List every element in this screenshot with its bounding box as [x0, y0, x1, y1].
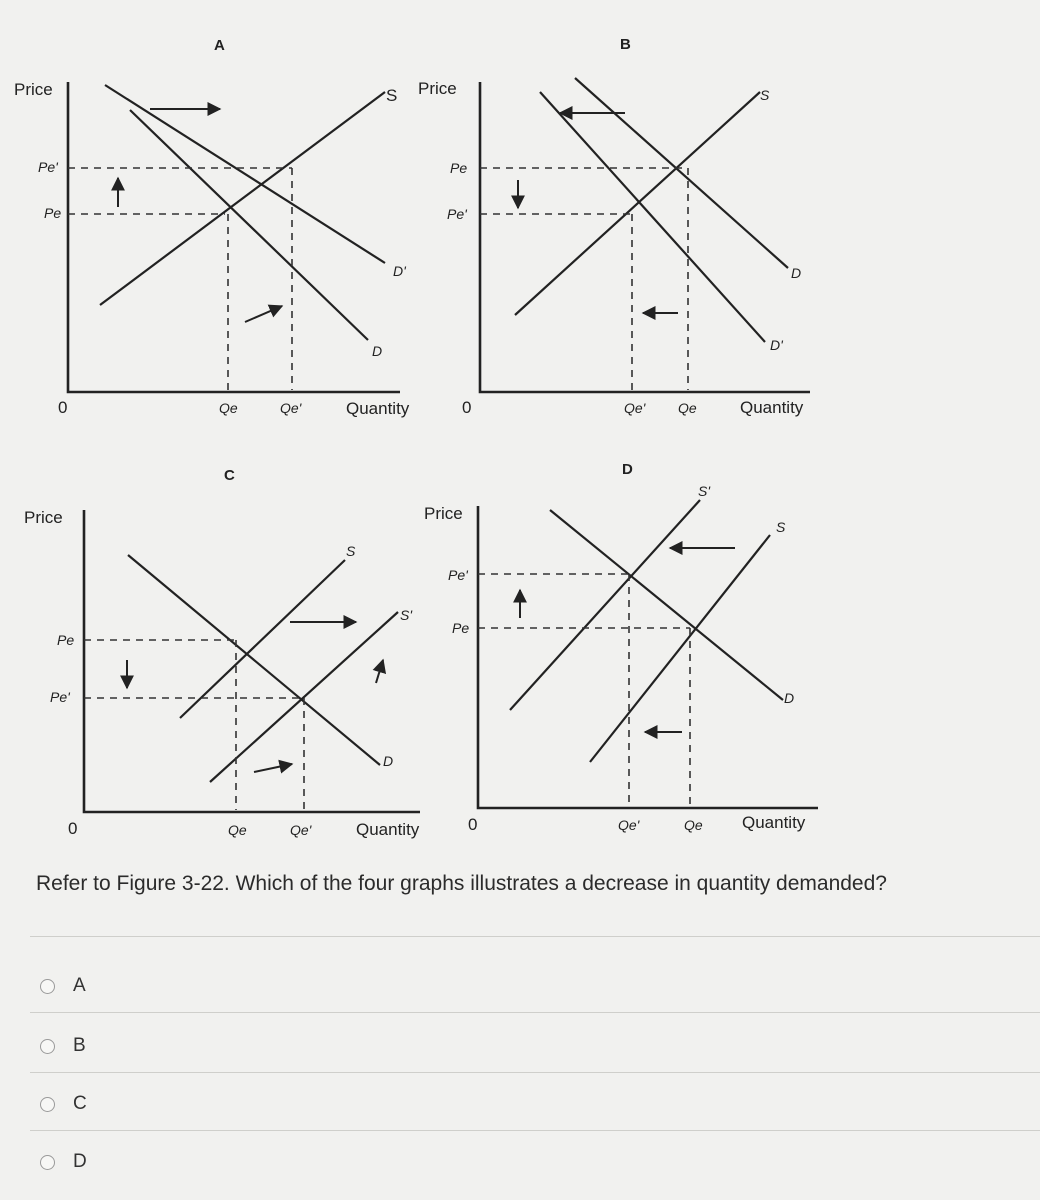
graph-c-quantity-label-1: Qe [228, 822, 247, 838]
graph-c-y-axis-label: Price [24, 508, 63, 527]
graph-a-quantity-label-1: Qe [219, 400, 238, 416]
graph-c-curve-label-d: D [383, 753, 394, 769]
graph-c-axes [84, 510, 420, 812]
graph-c-x-axis-label: Quantity [356, 820, 420, 839]
graph-a-price-label-1: Pe' [38, 159, 58, 175]
graph-b-supply-curve [515, 92, 760, 315]
graph-a [14, 37, 410, 418]
graph-d-price-label-1: Pe' [448, 567, 468, 583]
graph-a-curve-label-d-prime: D' [393, 263, 406, 279]
option-d[interactable] [40, 1148, 87, 1176]
graph-c-curve-label-s: S [346, 543, 356, 559]
graph-d-title: D [622, 461, 633, 478]
graph-c-price-label-2: Pe' [50, 689, 70, 705]
graph-d-curve-label-s: S [776, 519, 786, 535]
graph-a-supply-curve [100, 92, 385, 305]
divider [30, 1130, 1040, 1131]
graph-c-curve-label-s-prime: S' [400, 607, 413, 623]
graph-c-quantity-label-2: Qe' [290, 822, 312, 838]
graph-c-title: C [224, 467, 235, 484]
divider [30, 1012, 1040, 1013]
graph-c-origin: 0 [68, 819, 78, 838]
graph-a-quantity-label-2: Qe' [280, 400, 302, 416]
graph-d-curve-label-d: D [784, 690, 795, 706]
graph-a-axes [68, 82, 400, 392]
graph-c-demand-curve [128, 555, 380, 765]
option-b-label: B [73, 1035, 86, 1056]
option-d-label: D [73, 1151, 87, 1172]
graph-c-supply-curve [180, 560, 345, 718]
graph-d [424, 461, 818, 834]
graph-c-price-label-1: Pe [57, 632, 75, 648]
graph-b-axes [480, 82, 810, 392]
graph-b-price-label-2: Pe' [447, 206, 467, 222]
graph-b-curve-label-d-prime: D' [770, 337, 783, 353]
radio-c[interactable] [40, 1097, 55, 1112]
graph-a-demand-curve-d-prime [105, 85, 385, 263]
graph-d-y-axis-label: Price [424, 504, 463, 523]
graph-b-origin: 0 [462, 398, 472, 417]
graph-d-supply-curve-s [590, 535, 770, 762]
radio-d[interactable] [40, 1155, 55, 1170]
graph-b-quantity-label-2: Qe [678, 400, 697, 416]
graph-d-axes [478, 506, 818, 808]
graph-d-curve-label-s-prime: S' [698, 483, 711, 499]
option-c-label: C [73, 1093, 87, 1114]
graph-b-curve-label-s: S [760, 87, 770, 103]
graph-a-price-label-2: Pe [44, 205, 62, 221]
graph-d-x-axis-label: Quantity [742, 813, 806, 832]
divider [30, 936, 1040, 937]
graph-d-price-label-2: Pe [452, 620, 470, 636]
graph-b [418, 36, 810, 417]
graph-a-origin: 0 [58, 398, 68, 417]
graph-c-quantity-arrow [254, 764, 292, 772]
graph-b-curve-label-d: D [791, 265, 802, 281]
option-b[interactable] [40, 1032, 86, 1060]
graph-c [24, 467, 420, 839]
divider [30, 1072, 1040, 1073]
graph-a-curve-label-s: S [386, 86, 398, 105]
graph-b-title: B [620, 36, 631, 53]
option-a[interactable] [40, 972, 86, 1000]
graph-b-demand-curve-d [575, 78, 788, 268]
radio-b[interactable] [40, 1039, 55, 1054]
radio-a[interactable] [40, 979, 55, 994]
graph-d-origin: 0 [468, 815, 478, 834]
option-c[interactable] [40, 1090, 87, 1118]
graph-b-x-axis-label: Quantity [740, 398, 804, 417]
graph-b-price-label-1: Pe [450, 160, 468, 176]
graph-a-quantity-arrow [245, 306, 282, 322]
graph-a-x-axis-label: Quantity [346, 399, 410, 418]
graph-d-quantity-label-2: Qe [684, 817, 703, 833]
graph-a-title: A [214, 37, 225, 54]
graph-a-y-axis-label: Price [14, 80, 53, 99]
question-text: Refer to Figure 3-22. Which of the four graphs illustrates a decrease in quantity demanded? [36, 872, 887, 895]
option-a-label: A [73, 975, 86, 996]
graph-d-supply-curve-s-prime [510, 500, 700, 710]
graph-b-y-axis-label: Price [418, 79, 457, 98]
graph-b-quantity-label-1: Qe' [624, 400, 646, 416]
graph-a-demand-curve-d [130, 110, 368, 340]
graph-c-movement-arrow [376, 660, 383, 683]
graph-a-curve-label-d: D [372, 343, 383, 359]
graph-d-quantity-label-1: Qe' [618, 817, 640, 833]
